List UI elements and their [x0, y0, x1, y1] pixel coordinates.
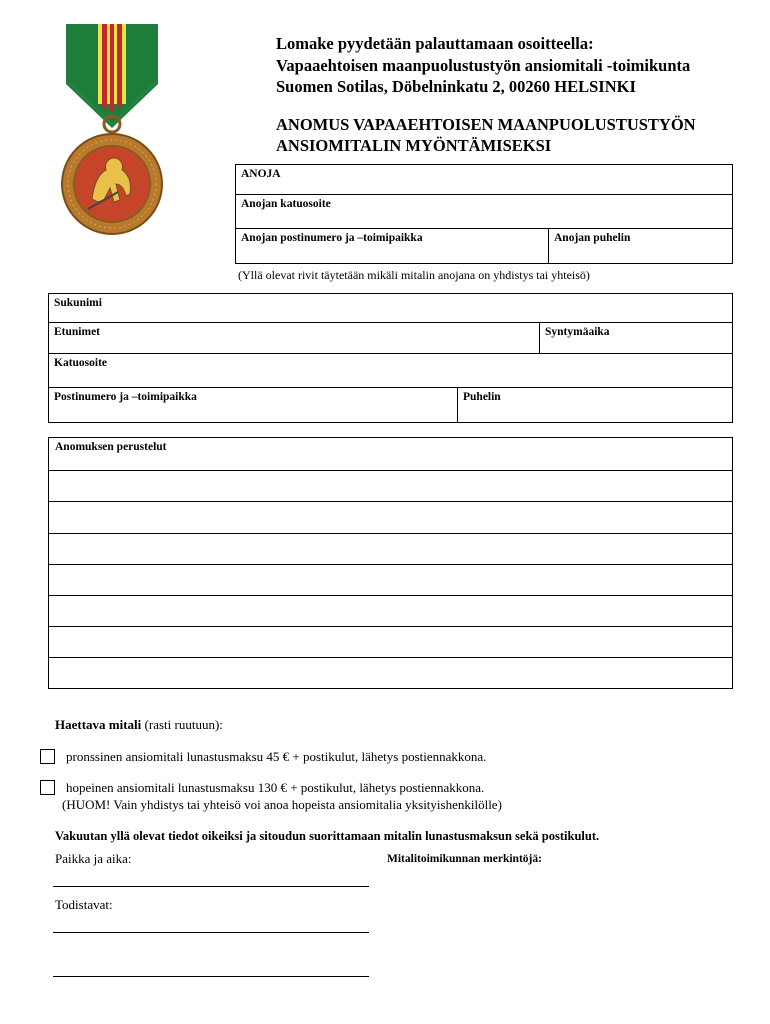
anojan-postinumero-label: Anojan postinumero ja –toimipaikka	[241, 232, 423, 244]
anojan-puhelin-field[interactable]	[548, 228, 733, 264]
confirmation-text: Vakuutan yllä olevat tiedot oikeiksi ja sitoudun suorittamaan mitalin lunastusmaksun sekä postikulut.	[55, 829, 600, 843]
anojan-puhelin-label: Anojan puhelin	[554, 232, 631, 244]
return-address-street: Suomen Sotilas, Döbelninkatu 2, 00260 HELSINKI	[276, 77, 636, 96]
return-address-label: Lomake pyydetään palauttamaan osoitteella:	[276, 34, 594, 53]
silver-medal-option: hopeinen ansiomitali lunastusmaksu 130 € + postikulut, lähetys postiennakkona.	[66, 780, 485, 795]
todistaja-2-line[interactable]	[53, 976, 369, 977]
etunimet-label: Etunimet	[54, 326, 100, 338]
puhelin-label: Puhelin	[463, 391, 501, 403]
katuosoite-field[interactable]	[48, 353, 733, 388]
sukunimi-field[interactable]	[48, 293, 733, 323]
reasons-line	[49, 657, 732, 658]
reasons-line	[49, 564, 732, 565]
lion-medal-icon	[58, 24, 166, 236]
bronze-medal-checkbox[interactable]	[40, 749, 55, 764]
puhelin-field[interactable]	[457, 387, 733, 423]
form-title: ANOMUS VAPAAEHTOISEN MAANPUOLUSTUSTYÖN	[276, 115, 696, 134]
postinumero-field[interactable]	[48, 387, 458, 423]
etunimet-field[interactable]	[48, 322, 540, 354]
todistavat-label: Todistavat:	[55, 897, 113, 912]
todistaja-1-line[interactable]	[53, 932, 369, 933]
silver-medal-checkbox[interactable]	[40, 780, 55, 795]
reasons-line	[49, 595, 732, 596]
reasons-box[interactable]	[48, 437, 733, 689]
anojan-katuosoite-label: Anojan katuosoite	[241, 198, 331, 210]
bronze-medal-option: pronssinen ansiomitali lunastusmaksu 45 € + postikulut, lähetys postiennakkona.	[66, 749, 487, 764]
reasons-line	[49, 533, 732, 534]
syntymaaika-label: Syntymäaika	[545, 326, 610, 338]
reasons-line	[49, 470, 732, 471]
paikka-ja-aika-label: Paikka ja aika:	[55, 851, 132, 866]
syntymaaika-field[interactable]	[539, 322, 733, 354]
anojan-postinumero-field[interactable]	[235, 228, 549, 264]
paikka-ja-aika-line[interactable]	[53, 886, 369, 887]
anoja-field[interactable]	[235, 164, 733, 195]
anojan-katuosoite-field[interactable]	[235, 194, 733, 229]
postinumero-label: Postinumero ja –toimipaikka	[54, 391, 197, 403]
applicant-note: (Yllä olevat rivit täytetään mikäli mitalin anojana on yhdistys tai yhteisö)	[238, 268, 590, 282]
katuosoite-label: Katuosoite	[54, 357, 108, 369]
reasons-label: Anomuksen perustelut	[55, 441, 167, 453]
reasons-line	[49, 626, 732, 627]
reasons-line	[49, 501, 732, 502]
form-title-2: ANSIOMITALIN MYÖNTÄMISEKSI	[276, 136, 552, 155]
medal-choice-label: Haettava mitali (rasti ruutuun):	[55, 717, 223, 732]
merkinnat-label: Mitalitoimikunnan merkintöjä:	[387, 853, 542, 865]
anoja-label: ANOJA	[241, 168, 281, 180]
silver-medal-note: (HUOM! Vain yhdistys tai yhteisö voi anoa hopeista ansiomitalia yksityishenkilölle)	[62, 797, 502, 812]
return-address-org: Vapaaehtoisen maanpuolustustyön ansiomitali -toimikunta	[276, 56, 691, 75]
sukunimi-label: Sukunimi	[54, 297, 102, 309]
